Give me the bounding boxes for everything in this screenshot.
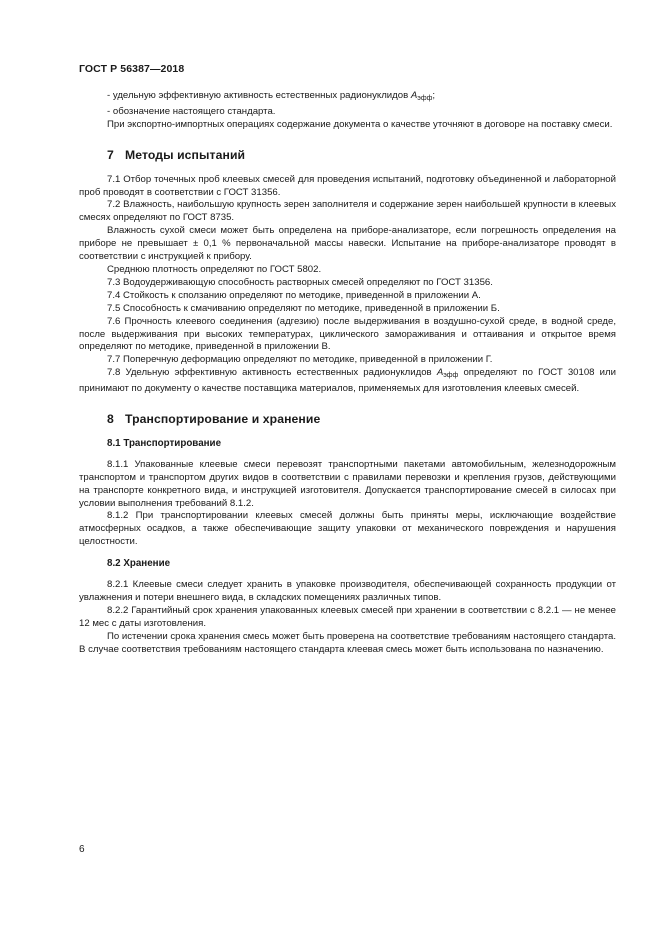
paragraph: 8.2.2 Гарантийный срок хранения упакованных клеевых смесей при хранении в соответствии с 8.2.1 — не менее 12 мес с даты изготовления.: [79, 604, 616, 629]
paragraph: Влажность сухой смеси может быть определена на приборе-анализаторе, если погрешность определения на приборе не превышает ± 0,1 % первоначальной массы навески. Испытание на приборе-анализаторе проводят в соответствии с инструкцией к прибору.: [79, 225, 616, 263]
list-item: - удельную эффективную активность естественных радионуклидов $A_{эфф}$;: [107, 90, 436, 102]
paragraph: 7.3 Водоудерживающую способность растворных смесей определяют по ГОСТ 31356.: [107, 276, 493, 288]
paragraph: 8.1.1 Упакованные клеевые смеси перевозят транспортными пакетами автомобильным, железнодорожным транспортом и транспортом других видов в соответствии с правилами перевозки и крепления грузов, действующими на транспорте конкретного вида, и инструкцией изготовителя. Допускается транспортирование смесей в силосах при условии выполнения требований 8.1.2.: [79, 458, 616, 509]
activity-subscript: эфф: [443, 372, 459, 380]
paragraph: При экспортно-импортных операциях содержание документа о качестве уточняют в договоре на поставку смеси.: [107, 118, 613, 130]
paragraph: Среднюю плотность определяют по ГОСТ 5802.: [107, 263, 322, 275]
activity-symbol: A: [436, 367, 444, 379]
paragraph: 7.2 Влажность, наибольшую крупность зерен заполнителя и содержание зерен наибольшей крупности в клеевых смесях определяют по ГОСТ 8735.: [79, 199, 616, 224]
paragraph: 8.1.2 При транспортировании клеевых смесей должны быть приняты меры, исключающие воздействие атмосферных осадков, а также обеспечивающие защиту упаковки от механического повреждения и нарушения целостности.: [79, 510, 616, 548]
document-id: ГОСТ Р 56387—2018: [79, 63, 185, 75]
activity-symbol: A: [410, 90, 418, 101]
subsection-heading: 8.2 Хранение: [107, 558, 171, 570]
page-number: 6: [79, 844, 85, 855]
paragraph: 8.2.1 Клеевые смеси следует хранить в упаковке производителя, обеспечивающей сохранность продукции от увлажнения и потери внешнего вида, в складских помещениях различных типов.: [79, 579, 616, 603]
section-heading: 8 Транспортирование и хранение: [107, 412, 321, 427]
paragraph: 7.7 Поперечную деформацию определяют по методике, приведенной в приложении Г.: [107, 354, 493, 366]
subsection-heading: 8.1 Транспортирование: [107, 437, 222, 449]
paragraph: 7.8 Удельную эффективную активность естественных радионуклидов $A_{эфф}$ определяют по ГОСТ 30108 или принимают по документу о качестве поставщика материалов, применяемых для изготовления клеевых смесей.: [79, 367, 616, 395]
page-body: [79, 90, 616, 657]
section-heading: 7 Методы испытаний: [107, 147, 246, 162]
paragraph: 7.1 Отбор точечных проб клеевых смесей для проведения испытаний, подготовку объединенной и лабораторной проб проводят в соответствии с ГОСТ 31356.: [79, 173, 616, 198]
paragraph: По истечении срока хранения смесь может быть проверена на соответствие требованиям настоящего стандарта. В случае соответствия требованиям настоящего стандарта клеевая смесь может быть использована по назначению.: [79, 630, 616, 655]
paragraph: 7.6 Прочность клеевого соединения (адгезию) после выдерживания в воздушно-сухой среде, в водной среде, после выдерживания при высоких температурах, циклического замораживания и оттаивания и открытое время определяют по методике, приведенной в приложении В.: [79, 315, 616, 353]
list-item: - обозначение настоящего стандарта.: [107, 105, 276, 117]
paragraph: 7.5 Способность к смачиванию определяют по методике, приведенной в приложении Б.: [107, 302, 500, 314]
paragraph: 7.4 Стойкость к сползанию определяют по методике, приведенной в приложении А.: [107, 289, 481, 301]
activity-subscript: эфф: [417, 95, 433, 102]
